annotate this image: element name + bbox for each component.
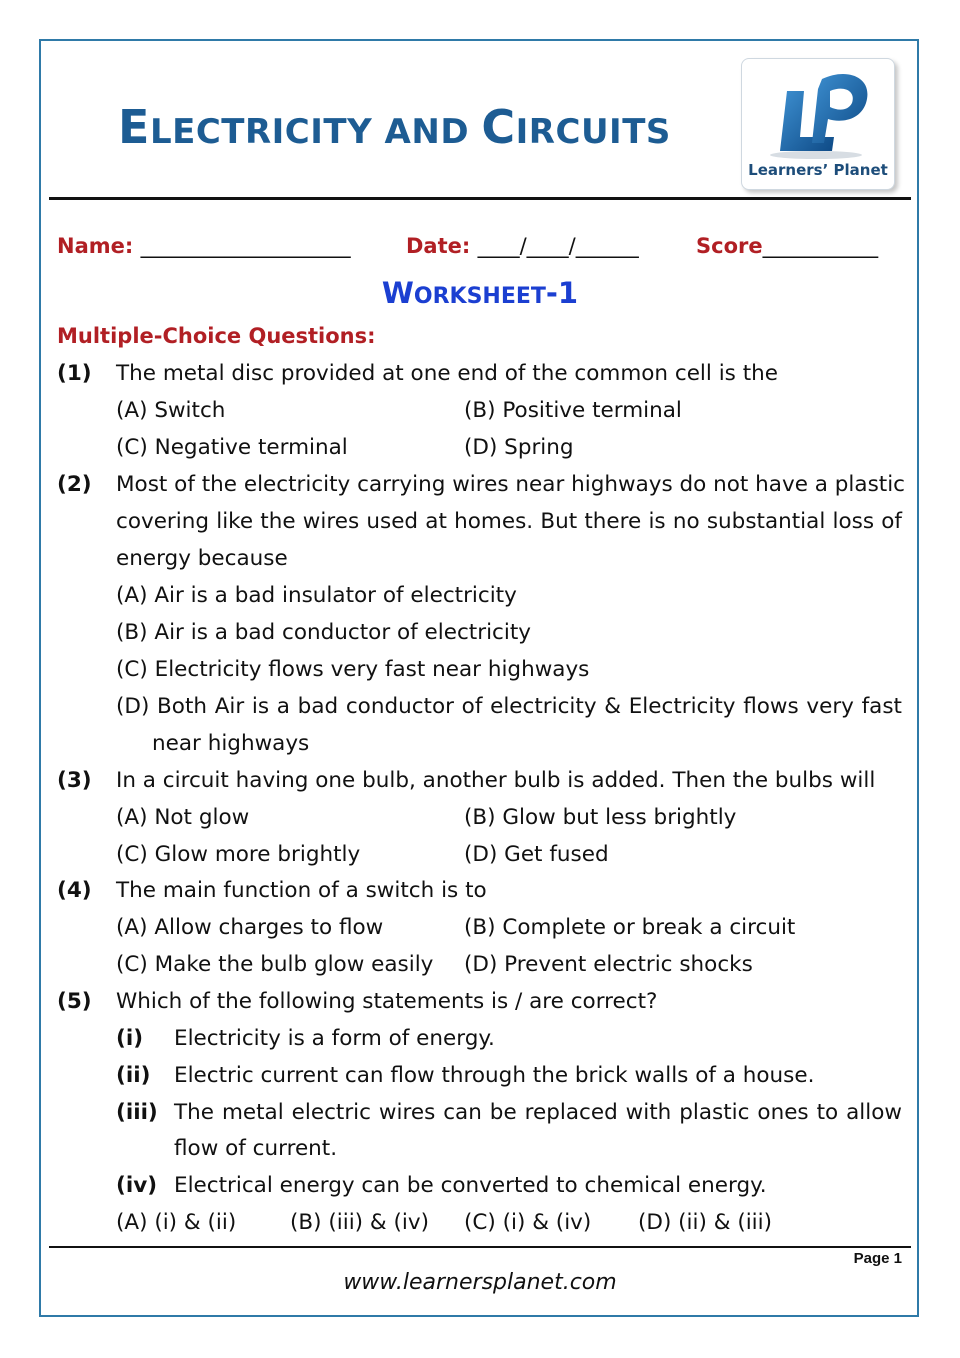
option-b[interactable]: (B) (iii) & (iv) bbox=[290, 1210, 429, 1235]
worksheet-number: WORKSHEET-1 bbox=[381, 276, 579, 310]
footer-divider bbox=[49, 1246, 911, 1248]
question-number: (1) bbox=[57, 361, 92, 386]
option-d[interactable]: (D) Spring bbox=[464, 435, 574, 460]
lp-logo-icon bbox=[742, 59, 894, 169]
option-d[interactable]: (D) Prevent electric shocks bbox=[464, 952, 753, 977]
name-field[interactable]: Name: ____________________ bbox=[57, 234, 351, 258]
statement-number: (iv) bbox=[116, 1173, 158, 1198]
logo-text: Learners’ Planet bbox=[748, 161, 888, 179]
website-link[interactable]: www.learnersplanet.com bbox=[343, 1270, 617, 1295]
question-number: (2) bbox=[57, 472, 92, 497]
statement-text: The metal electric wires can be replaced with plastic ones to allow bbox=[174, 1100, 902, 1125]
worksheet-heading: ELECTRICITY AND CIRCUITS bbox=[118, 100, 671, 154]
question-text: The metal disc provided at one end of the common cell is the bbox=[116, 361, 778, 386]
statement-number: (iii) bbox=[116, 1100, 158, 1125]
option-b[interactable]: (B) Complete or break a circuit bbox=[464, 915, 796, 940]
question-text: In a circuit having one bulb, another bulb is added. Then the bulbs will bbox=[116, 768, 876, 793]
learners-planet-logo bbox=[741, 58, 895, 190]
option-b[interactable]: (B) Air is a bad conductor of electricity bbox=[116, 620, 531, 645]
page-number: Page 1 bbox=[853, 1250, 902, 1267]
option-c[interactable]: (C) (i) & (iv) bbox=[464, 1210, 592, 1235]
question-number: (3) bbox=[57, 768, 92, 793]
question-text: Which of the following statements is / are correct? bbox=[116, 989, 658, 1014]
question-text: The main function of a switch is to bbox=[116, 878, 487, 903]
option-d-continued: near highways bbox=[152, 731, 310, 756]
statement-text: Electrical energy can be converted to chemical energy. bbox=[174, 1173, 767, 1198]
option-c[interactable]: (C) Make the bulb glow easily bbox=[116, 952, 434, 977]
option-b[interactable]: (B) Glow but less brightly bbox=[464, 805, 737, 830]
statement-number: (i) bbox=[116, 1026, 144, 1051]
option-b[interactable]: (B) Positive terminal bbox=[464, 398, 682, 423]
section-title: Multiple-Choice Questions: bbox=[57, 324, 376, 348]
question-number: (4) bbox=[57, 878, 92, 903]
score-field[interactable]: Score___________ bbox=[696, 234, 879, 258]
option-c[interactable]: (C) Glow more brightly bbox=[116, 842, 361, 867]
statement-number: (ii) bbox=[116, 1063, 151, 1088]
statement-text: Electric current can flow through the brick walls of a house. bbox=[174, 1063, 815, 1088]
option-a[interactable]: (A) (i) & (ii) bbox=[116, 1210, 237, 1235]
option-a[interactable]: (A) Not glow bbox=[116, 805, 250, 830]
statement-text: flow of current. bbox=[174, 1136, 338, 1161]
option-a[interactable]: (A) Air is a bad insulator of electricity bbox=[116, 583, 517, 608]
option-c[interactable]: (C) Electricity flows very fast near highways bbox=[116, 657, 590, 682]
option-d[interactable]: (D) Both Air is a bad conductor of electricity & Electricity flows very fast bbox=[116, 694, 902, 719]
date-field[interactable]: Date: ____/____/______ bbox=[406, 234, 639, 258]
question-text: Most of the electricity carrying wires near highways do not have a plastic bbox=[116, 472, 906, 497]
question-number: (5) bbox=[57, 989, 92, 1014]
question-text: covering like the wires used at homes. But there is no substantial loss of bbox=[116, 509, 902, 534]
statement-text: Electricity is a form of energy. bbox=[174, 1026, 495, 1051]
option-d[interactable]: (D) (ii) & (iii) bbox=[638, 1210, 773, 1235]
question-text: energy because bbox=[116, 546, 288, 571]
header-divider bbox=[49, 197, 911, 200]
option-d[interactable]: (D) Get fused bbox=[464, 842, 609, 867]
option-a[interactable]: (A) Switch bbox=[116, 398, 226, 423]
option-a[interactable]: (A) Allow charges to flow bbox=[116, 915, 384, 940]
option-c[interactable]: (C) Negative terminal bbox=[116, 435, 348, 460]
